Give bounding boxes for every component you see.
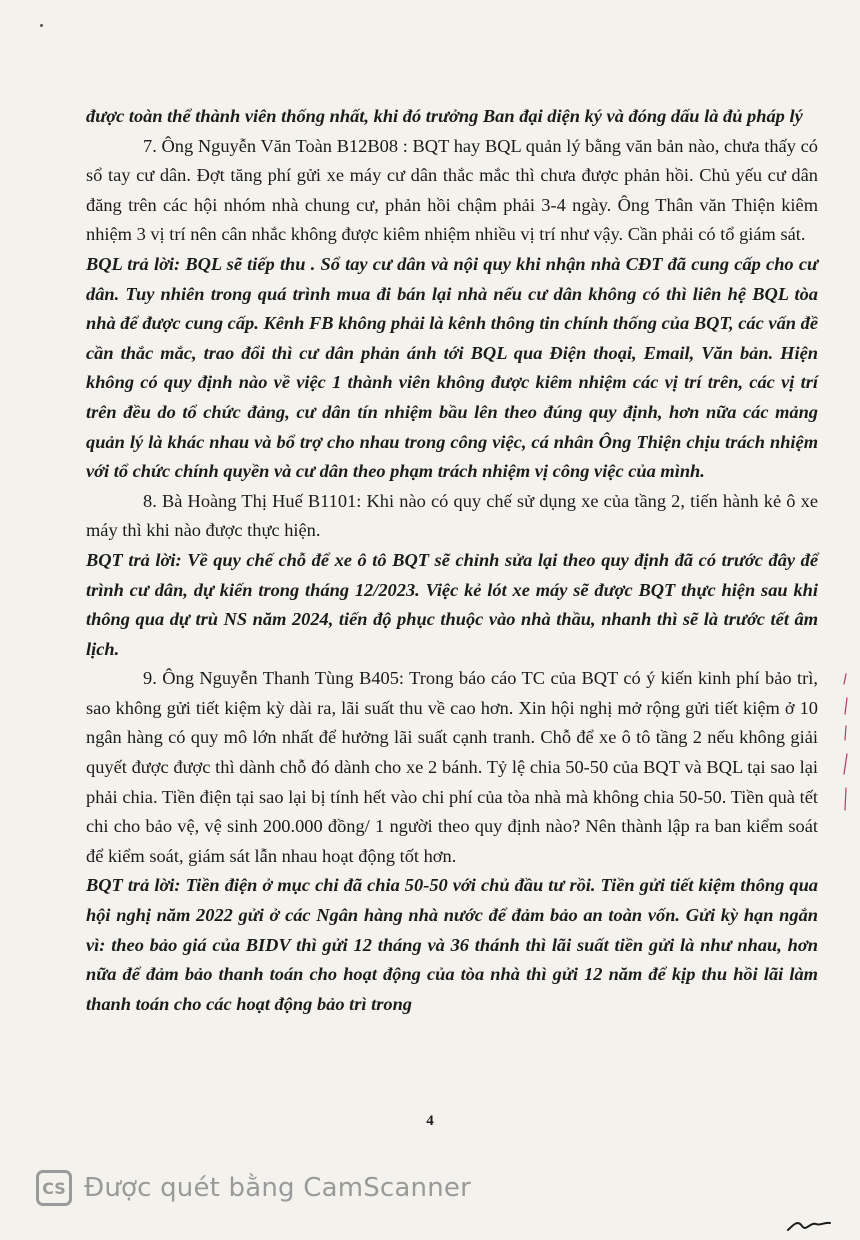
paragraph-item-7-question: 7. Ông Nguyễn Văn Toàn B12B08 : BQT hay BQL quản lý bằng văn bản nào, chưa thấy có sổ tay cư dân. Đợt tăng phí gửi xe máy cư dân thắc mắc thì chưa được phản hồi. Chủ yếu cư dân đăng trên các hội nhóm nhà chung cư, phản hồi chậm phải 3-4 ngày. Ông Thân văn Thiện kiêm nhiệm 3 vị trí nên cân nhắc không được kiêm nhiệm nhiều vị trí như vậy. Cần phải có tổ giám sát. [86, 135, 818, 245]
margin-pen-mark [838, 670, 854, 820]
paragraph-item-8-question: 8. Bà Hoàng Thị Huế B1101: Khi nào có quy chế sử dụng xe của tầng 2, tiến hành kẻ ô xe máy thì khi nào được thực hiện. [86, 490, 818, 541]
page-number: 4 [426, 1113, 434, 1129]
paragraph-continuation: được toàn thể thành viên thống nhất, khi đó trưởng Ban đại diện ký và đóng dấu là đủ pháp lý [86, 106, 803, 126]
camscanner-watermark [36, 1170, 471, 1206]
signature-scribble [786, 1214, 832, 1234]
document-body [86, 102, 818, 1019]
watermark-text: Được quét bằng CamScanner [84, 1173, 472, 1203]
paragraph-item-9-question: 9. Ông Nguyễn Thanh Tùng B405: Trong báo cáo TC của BQT có ý kiến kinh phí bảo trì, sao không gửi tiết kiệm kỳ dài ra, lãi suất thu về cao hơn. Xin hội nghị mở rộng gửi tiết kiệm ở 10 ngân hàng có quy mô lớn nhất để hưởng lãi suất cạnh tranh. Chỗ để xe ô tô tầng 2 nếu không giải quyết được được thì dành chỗ đó dành cho xe 2 bánh. Tỷ lệ chia 50-50 của BQT và BQL tại sao lại phải chia. Tiền điện tại sao lại bị tính hết vào chi phí của tòa nhà mà không chia 50-50. Tiền quà tết chi cho bảo vệ, vệ sinh 200.000 đồng/ 1 người theo quy định nào? Nên thành lập ra ban kiểm soát để kiểm soát, giám sát lẫn nhau hoạt động tốt hơn. [86, 668, 818, 866]
scan-speck [40, 24, 43, 27]
camscanner-logo-icon: CS [36, 1170, 72, 1206]
paragraph-item-7-answer: BQL trả lời: BQL sẽ tiếp thu . Sổ tay cư dân và nội quy khi nhận nhà CĐT đã cung cấp cho cư dân. Tuy nhiên trong quá trình mua đi bán lại nhà nếu cư dân không có thì liên hệ BQL tòa nhà để được cung cấp. Kênh FB không phải là kênh thông tin chính thống của BQT, các vấn đề cần thắc mắc, trao đổi thì cư dân phản ánh tới BQL qua Điện thoại, Email, Văn bản. Hiện không có quy định nào về việc 1 thành viên không được kiêm nhiệm các vị trí trên, các vị trí trên đều do tổ chức đảng, cư dân tín nhiệm bầu lên theo đúng quy định, hơn nữa các mảng quản lý là khác nhau và bổ trợ cho nhau trong công việc, cá nhân Ông Thiện chịu trách nhiệm với tổ chức chính quyền và cư dân theo phạm trách nhiệm vị công việc của mình. [86, 253, 818, 482]
paragraph-item-9-answer: BQT trả lời: Tiền điện ở mục chi đã chia 50-50 với chủ đầu tư rồi. Tiền gửi tiết kiệm thông qua hội nghị năm 2022 gửi ở các Ngân hàng nhà nước để đảm bảo an toàn vốn. Gửi kỳ hạn ngắn vì: theo bảo giá của BIDV thì gửi 12 tháng và 36 thánh thì lãi suất tiền gửi là như nhau, hơn nữa để đảm bảo thanh toán cho hoạt động của tòa nhà thì gửi 12 năm để kịp thu hồi lãi làm thanh toán cho các hoạt động bảo trì trong [86, 875, 818, 1014]
paragraph-item-8-answer: BQT trả lời: Về quy chế chỗ để xe ô tô BQT sẽ chỉnh sửa lại theo quy định đã có trước đây để trình cư dân, dự kiến trong tháng 12/2023. Việc kẻ lót xe máy sẽ được BQT thực hiện sau khi thông qua dự trù NS năm 2024, tiến độ phục thuộc vào nhà thầu, nhanh thì sẽ là trước tết âm lịch. [86, 549, 818, 659]
